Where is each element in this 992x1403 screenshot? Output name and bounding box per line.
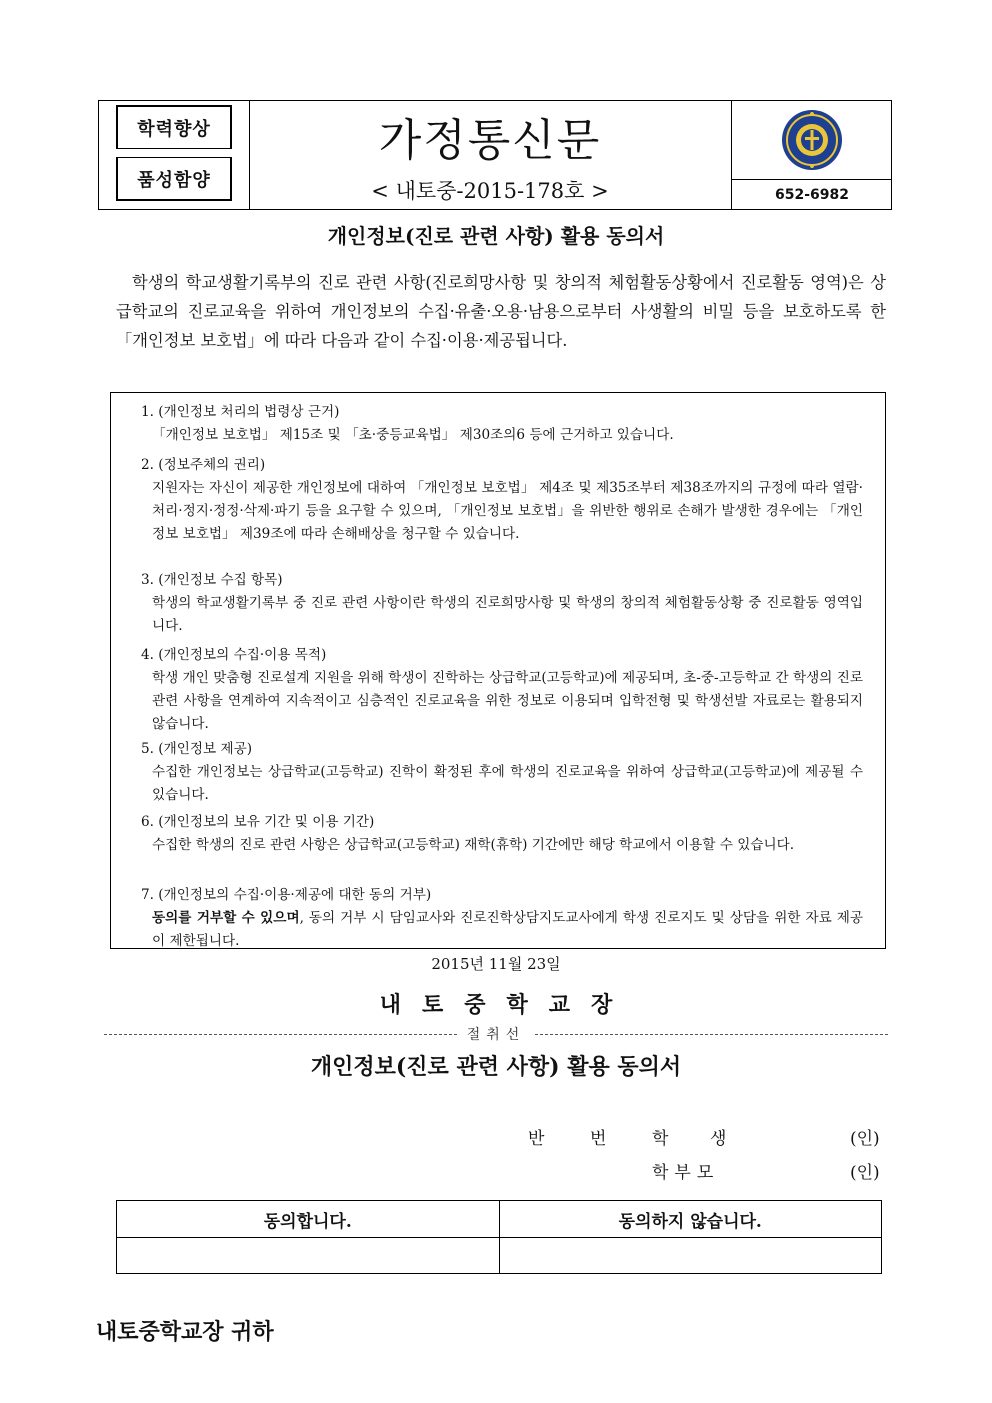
cut-line-label: 절취선 bbox=[466, 1027, 526, 1043]
term-body: 수집한 개인정보는 상급학교(고등학교) 진학이 확정된 후에 학생의 진로교육을 위하여 상급학교(고등학교)에 제공될 수 있습니다. bbox=[152, 764, 863, 803]
student-label-2: 생 bbox=[710, 1129, 727, 1149]
term-7 bbox=[141, 884, 863, 953]
newsletter-title: 가정통신문 bbox=[378, 115, 602, 166]
agree-mark-cell[interactable] bbox=[117, 1238, 500, 1274]
term-body bbox=[141, 907, 863, 953]
intro-paragraph bbox=[116, 268, 886, 355]
term-1 bbox=[141, 401, 863, 447]
issue-date: 2015년 11월 23일 bbox=[431, 955, 561, 973]
term-heading: 1. (개인정보 처리의 법령상 근거) bbox=[141, 404, 340, 420]
logo-cell bbox=[732, 101, 892, 180]
term-3 bbox=[141, 569, 863, 638]
cut-line-dash-left bbox=[104, 1034, 457, 1035]
document-title: 개인정보(진로 관련 사항) 활용 동의서 bbox=[327, 224, 665, 248]
consent-header-row bbox=[117, 1201, 882, 1238]
logo-phone-cell bbox=[731, 101, 892, 209]
issue-number: < 내토중-2015-178호 > bbox=[371, 179, 609, 203]
student-seal: (인) bbox=[850, 1129, 880, 1149]
term-heading: 3. (개인정보 수집 항목) bbox=[141, 572, 283, 588]
disagree-mark-cell[interactable] bbox=[499, 1238, 882, 1274]
school-emblem-icon bbox=[780, 108, 844, 172]
student-label-1: 학 bbox=[652, 1129, 669, 1149]
term-body: 수집한 학생의 진로 관련 사항은 상급학교(고등학교) 재학(휴학) 기간에만 해당 학교에서 이용할 수 있습니다. bbox=[152, 837, 795, 853]
term-6 bbox=[141, 811, 863, 857]
term-body-rest: , 동의 거부 시 담임교사와 진로진학상담지도교사에게 학생 진로지도 및 상담을 위한 자료 제공이 제한됩니다. bbox=[152, 910, 863, 949]
term-5 bbox=[141, 738, 863, 807]
consent-table bbox=[116, 1200, 882, 1274]
header-box bbox=[98, 100, 892, 210]
intro-text: 학생의 학교생활기록부의 진로 관련 사항(진로희망사항 및 창의적 체험활동상황에서 진로활동 영역)은 상급학교의 진로교육을 위하여 개인정보의 수집·유출·오용·남용으로부터 사생활의 비밀 등을 보호하도록 한「개인정보 보호법」에 따라 다음과 같이 수집·이용·제공됩니다. bbox=[116, 273, 886, 350]
parent-label: 학부모 bbox=[652, 1163, 720, 1183]
issuer: 내토중학교장 bbox=[379, 992, 634, 1018]
motto-cell bbox=[99, 101, 250, 209]
term-body: 학생 개인 맞춤형 진로설계 지원을 위해 학생이 진학하는 상급학교(고등학교)에 제공되며, 초-중-고등학교 간 학생의 진로 관련 사항을 연계하여 지속적이고 심층적인 진로교육을 위한 정보로 이용되며 입학전형 및 학생선발 자료로는 활용되지 않습니다. bbox=[152, 670, 863, 732]
number-label: 번 bbox=[590, 1129, 607, 1149]
terms-box bbox=[110, 392, 886, 949]
term-body: 지원자는 자신이 제공한 개인정보에 대하여 「개인정보 보호법」 제4조 및 제35조부터 제38조까지의 규정에 따라 열람·처리·정지·정정·삭제·파기 등을 요구할 수 있으며, 「개인정보 보호법」을 위반한 행위로 손해가 발생한 경우에는 「개인정보 보호법」 제39조에 따라 손해배상을 청구할 수 있습니다. bbox=[152, 480, 863, 542]
term-heading: 6. (개인정보의 보유 기간 및 이용 기간) bbox=[141, 814, 375, 830]
class-label: 반 bbox=[528, 1129, 545, 1149]
term-heading: 7. (개인정보의 수집·이용·제공에 대한 동의 거부) bbox=[141, 887, 432, 903]
consent-mark-row bbox=[117, 1238, 882, 1274]
phone-number: 652-6982 bbox=[775, 186, 849, 203]
parent-seal: (인) bbox=[850, 1163, 880, 1183]
term-heading: 5. (개인정보 제공) bbox=[141, 741, 253, 757]
term-4 bbox=[141, 644, 863, 736]
agree-label: 동의합니다. bbox=[117, 1201, 500, 1238]
motto-academic: 학력향상 bbox=[116, 105, 232, 149]
disagree-label: 동의하지 않습니다. bbox=[499, 1201, 882, 1238]
addressee: 내토중학교장 귀하 bbox=[96, 1319, 274, 1345]
term-body: 「개인정보 보호법」 제15조 및 「초·중등교육법」 제30조의6 등에 근거하고 있습니다. bbox=[152, 427, 674, 443]
term-2 bbox=[141, 454, 863, 546]
cutoff-title: 개인정보(진로 관련 사항) 활용 동의서 bbox=[310, 1054, 682, 1080]
term-heading: 4. (개인정보의 수집·이용 목적) bbox=[141, 647, 327, 663]
cut-line bbox=[104, 1024, 888, 1044]
motto-character: 품성함양 bbox=[116, 157, 232, 201]
term-body-bold: 동의를 거부할 수 있으며 bbox=[152, 910, 300, 926]
term-heading: 2. (정보주체의 권리) bbox=[141, 457, 266, 473]
term-body: 학생의 학교생활기록부 중 진로 관련 사항이란 학생의 진로희망사항 및 학생의 창의적 체험활동상황 중 진로활동 영역입니다. bbox=[152, 595, 864, 634]
cut-line-dash-right bbox=[535, 1034, 888, 1035]
